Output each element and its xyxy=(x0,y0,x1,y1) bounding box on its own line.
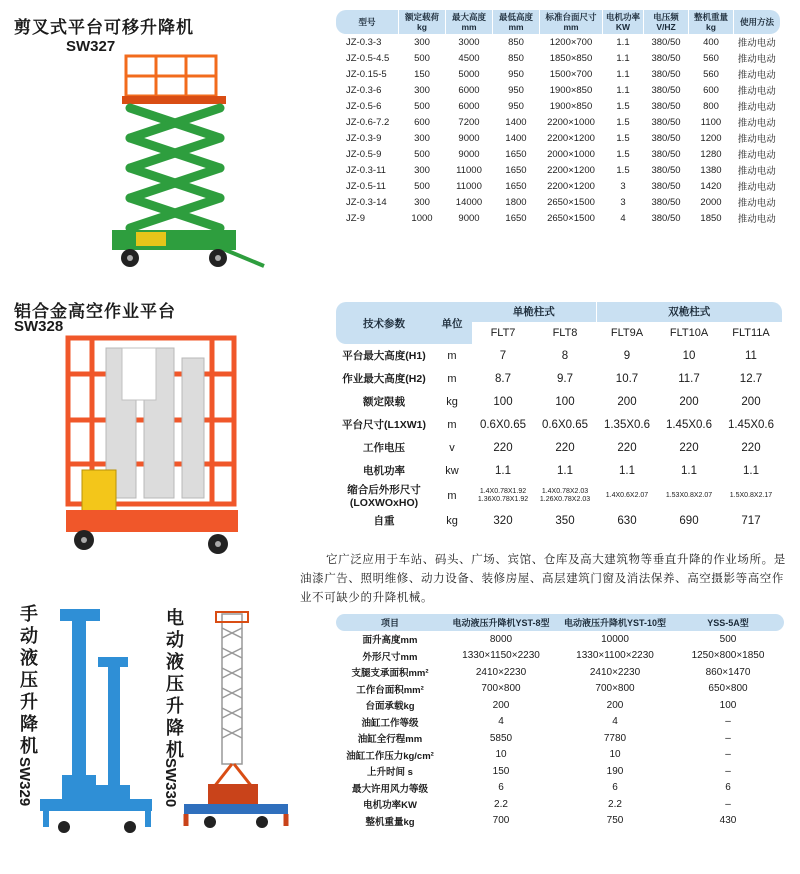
table-row xyxy=(336,162,780,178)
table-cell: 430 xyxy=(719,815,737,827)
param-unit: v xyxy=(449,441,455,454)
table-cell: 推动电动 xyxy=(737,102,776,113)
table-cell: 1200 xyxy=(700,132,722,144)
param-name: 作业最大高度(H2) xyxy=(342,373,426,385)
col-header: 电动液压升降机YST-8型 xyxy=(444,614,558,631)
param-name: 额定限载 xyxy=(363,396,405,408)
table-row xyxy=(336,178,780,194)
table-cell: 1000 xyxy=(411,212,433,224)
table-cell: 1650 xyxy=(505,164,527,176)
table-cell: 380/50 xyxy=(651,52,681,64)
product-title-sw327: 剪叉式平台可移升降机 xyxy=(14,18,194,38)
aluminium-platform-spec-table xyxy=(336,302,782,532)
table-cell: 300 xyxy=(414,84,430,96)
table-row xyxy=(336,697,784,714)
table-row xyxy=(336,681,784,698)
table-cell: 200 xyxy=(606,699,624,711)
table-cell: 700×800 xyxy=(481,683,521,695)
table-cell: 9000 xyxy=(458,212,480,224)
scissor-lift-spec-table xyxy=(336,10,780,226)
table-cell: 380/50 xyxy=(651,116,681,128)
table-cell: 200 xyxy=(492,699,510,711)
table-cell: 860×1470 xyxy=(705,666,751,678)
table-cell: 380/50 xyxy=(651,68,681,80)
table-cell: 690 xyxy=(679,514,699,527)
table-cell: 9 xyxy=(623,349,631,362)
scissor-lift-image xyxy=(96,50,266,278)
table-cell: 整机重量kg xyxy=(365,816,415,828)
table-cell: 1.53X0.8X2.07 xyxy=(665,491,713,499)
unit-header: 单位 xyxy=(432,302,472,344)
table-cell: 560 xyxy=(703,68,719,80)
table-row xyxy=(336,482,782,509)
aluminium-platform-image xyxy=(62,334,240,564)
table-cell: 8000 xyxy=(489,633,513,645)
table-cell: 1650 xyxy=(505,148,527,160)
table-row xyxy=(336,130,780,146)
table-cell: 220 xyxy=(741,441,761,454)
table-cell: 300 xyxy=(414,196,430,208)
table-cell: 3 xyxy=(620,180,626,192)
table-row xyxy=(336,34,780,50)
table-cell: 油缸工作等级 xyxy=(361,717,419,729)
table-cell: 1.1 xyxy=(616,84,630,96)
table-cell: 11000 xyxy=(456,164,482,176)
table-cell: 850 xyxy=(508,52,524,64)
table-cell: 2000×1000 xyxy=(547,148,595,160)
table-cell: JZ-0.5-4.5 xyxy=(346,52,390,64)
table-cell: 320 xyxy=(493,514,513,527)
table-cell: 1.1 xyxy=(616,52,630,64)
table-cell: 500 xyxy=(414,52,430,64)
param-unit: m xyxy=(447,349,457,362)
table-cell: 支腿支承面积mm² xyxy=(351,668,429,680)
table-cell: 10 xyxy=(609,749,621,761)
table-row xyxy=(336,66,780,82)
table-cell: 2410×2230 xyxy=(589,666,641,678)
table-row xyxy=(336,747,784,764)
param-unit: kg xyxy=(446,514,458,527)
param-unit: m xyxy=(447,418,457,431)
table-cell: 最大许用风力等级 xyxy=(351,783,428,795)
col-header: 电动液压升降机YST-10型 xyxy=(558,614,672,631)
group-single-header: 单桅柱式 xyxy=(472,302,596,322)
table-row xyxy=(336,413,782,436)
table-cell: 1.1 xyxy=(619,464,635,477)
table-cell: 7780 xyxy=(603,732,627,744)
table-cell: 1100 xyxy=(700,116,722,128)
table-cell: 1.4X0.78X2.03 1.26X0.78X2.03 xyxy=(539,487,591,503)
table-cell: JZ-0.6-7.2 xyxy=(346,116,390,128)
table-cell: – xyxy=(725,798,731,810)
table-row xyxy=(336,194,780,210)
table-row xyxy=(336,146,780,162)
table-cell: 11000 xyxy=(456,180,482,192)
table-row xyxy=(336,648,784,665)
table-cell: 面升高度mm xyxy=(362,635,418,647)
table-cell: – xyxy=(725,749,731,761)
table-cell: 200 xyxy=(741,395,761,408)
table-cell: 220 xyxy=(679,441,699,454)
table-cell: 1650 xyxy=(505,180,527,192)
table-cell: 1.5X0.8X2.17 xyxy=(729,491,773,499)
table-cell: 8 xyxy=(561,349,569,362)
table-cell: 950 xyxy=(508,100,524,112)
col-header: 整机重量 kg xyxy=(689,10,734,34)
table-cell: 300 xyxy=(414,36,430,48)
table-cell: 4 xyxy=(620,212,626,224)
application-description: 它广泛应用于车站、码头、广场、宾馆、仓库及高大建筑物等垂直升降的作业场所。是油漆广告、照明维修、动力设备、装修房屋、高层建筑门窗及消法保养、高空摄影等高空作业不可缺少的升降机械。 xyxy=(300,552,786,604)
table-cell: 150 xyxy=(492,765,510,777)
hydraulic-lift-spec-table xyxy=(336,614,784,829)
table-cell: 1.5 xyxy=(616,148,630,160)
table-cell: 1850 xyxy=(700,212,722,224)
table-row xyxy=(336,763,784,780)
table-cell: 上升时间 s xyxy=(367,767,413,779)
table-row xyxy=(336,50,780,66)
table-cell: 1.45X0.6 xyxy=(727,418,775,431)
table-cell: 3000 xyxy=(458,36,480,48)
table-cell: 1800 xyxy=(505,196,527,208)
table-cell: 150 xyxy=(414,68,430,80)
table-cell: 380/50 xyxy=(651,196,681,208)
model-header: FLT10A xyxy=(658,322,720,344)
table-cell: 推动电动 xyxy=(737,182,776,193)
table-cell: 200 xyxy=(617,395,637,408)
table-cell: 6 xyxy=(725,782,731,794)
table-cell: 1400 xyxy=(505,116,527,128)
table-cell: 推动电动 xyxy=(737,166,776,177)
table-cell: 推动电动 xyxy=(737,38,776,49)
table-cell: 4 xyxy=(612,716,618,728)
table-cell: 4500 xyxy=(458,52,480,64)
table-cell: 油缸工作压力kg/cm² xyxy=(346,750,434,762)
table-cell: 220 xyxy=(555,441,575,454)
table-cell: 1850×850 xyxy=(549,52,593,64)
product-model-sw327: SW327 xyxy=(66,38,116,55)
table-cell: 3 xyxy=(620,196,626,208)
table-cell: 0.6X0.65 xyxy=(541,418,589,431)
table-row xyxy=(336,98,780,114)
col-header: 项目 xyxy=(336,614,444,631)
table-cell: – xyxy=(725,716,731,728)
col-header: 标准台面尺寸 mm xyxy=(540,10,603,34)
table-cell: 1500×700 xyxy=(549,68,593,80)
col-header: 电压频 V/HZ xyxy=(644,10,689,34)
table-cell: 6000 xyxy=(458,84,480,96)
table-cell: 5850 xyxy=(489,732,513,744)
product-model-sw329: SW329 xyxy=(16,757,33,807)
table-cell: 2200×1200 xyxy=(547,164,595,176)
table-cell: 2200×1200 xyxy=(547,180,595,192)
table-cell: 700×800 xyxy=(595,683,635,695)
table-row xyxy=(336,509,782,532)
table-cell: 700 xyxy=(492,815,510,827)
table-cell: 380/50 xyxy=(651,148,681,160)
col-header: 最低高度 mm xyxy=(493,10,540,34)
param-name: 平台尺寸(L1XW1) xyxy=(342,419,426,431)
table-cell: 1.45X0.6 xyxy=(665,418,713,431)
table-cell: 750 xyxy=(606,815,624,827)
table-cell: JZ-0.3-9 xyxy=(346,132,382,144)
table-cell: 11 xyxy=(745,349,757,362)
table-row xyxy=(336,459,782,482)
table-cell: 380/50 xyxy=(651,100,681,112)
table-cell: 5000 xyxy=(458,68,480,80)
table-cell: 10 xyxy=(495,749,507,761)
table-cell: 950 xyxy=(508,84,524,96)
model-header: FLT9A xyxy=(596,322,658,344)
table-cell: 外形尺寸mm xyxy=(362,651,418,663)
table-cell: 1.1 xyxy=(743,464,759,477)
table-cell: 2.2 xyxy=(494,798,508,810)
table-row xyxy=(336,344,782,367)
table-cell: JZ-0.5-9 xyxy=(346,148,382,160)
table-cell: JZ-0.3-14 xyxy=(346,196,387,208)
table-cell: 2200×1200 xyxy=(547,132,595,144)
model-header: FLT7 xyxy=(472,322,534,344)
product-model-sw328: SW328 xyxy=(14,318,64,335)
table-cell: 10 xyxy=(682,349,696,362)
table-cell: 100 xyxy=(719,699,737,711)
table-cell: 14000 xyxy=(455,196,483,208)
table-cell: 1.1 xyxy=(616,36,630,48)
table-cell: 0.6X0.65 xyxy=(479,418,527,431)
table-cell: 220 xyxy=(617,441,637,454)
param-unit: kw xyxy=(445,464,459,477)
table-row xyxy=(336,714,784,731)
table-cell: 630 xyxy=(617,514,637,527)
table-cell: 300 xyxy=(414,164,430,176)
param-name: 电机功率 xyxy=(363,465,405,477)
table-cell: 1650 xyxy=(505,212,527,224)
table-cell: 推动电动 xyxy=(737,214,776,225)
table-row xyxy=(336,82,780,98)
table-cell: 推动电动 xyxy=(737,118,776,129)
table-cell: 推动电动 xyxy=(737,54,776,65)
table-cell: 油缸全行程mm xyxy=(357,734,423,746)
table-row xyxy=(336,210,780,226)
table-cell: 推动电动 xyxy=(737,70,776,81)
table-cell: 2650×1500 xyxy=(547,196,595,208)
table-row xyxy=(336,813,784,830)
table-cell: 1.5 xyxy=(616,132,630,144)
table-row xyxy=(336,796,784,813)
table-cell: JZ-0.15-5 xyxy=(346,68,387,80)
table-cell: 1.4X0.6X2.07 xyxy=(605,491,649,499)
table-cell: 2650×1500 xyxy=(547,212,595,224)
table-cell: 1280 xyxy=(700,148,722,160)
param-name: 平台最大高度(H1) xyxy=(342,350,426,362)
table-cell: 推动电动 xyxy=(737,150,776,161)
table-cell: 电机功率KW xyxy=(363,800,417,812)
col-header: 最大高度 mm xyxy=(446,10,493,34)
table-row xyxy=(336,730,784,747)
table-cell: 工作台面积mm² xyxy=(356,684,424,696)
table-cell: 1.1 xyxy=(557,464,573,477)
table-cell: 1330×1100×2230 xyxy=(576,650,654,662)
table-cell: 1.5 xyxy=(616,164,630,176)
col-header: 额定载荷 kg xyxy=(399,10,446,34)
table-cell: 10000 xyxy=(601,633,629,645)
table-cell: JZ-0.3-11 xyxy=(346,164,386,176)
table-cell: 950 xyxy=(508,68,524,80)
table-cell: 7 xyxy=(499,349,507,362)
table-row xyxy=(336,367,782,390)
param-unit: m xyxy=(447,489,457,502)
col-header: 电机功率 KW xyxy=(603,10,644,34)
table-cell: 1400 xyxy=(505,132,527,144)
table-cell: 1.1 xyxy=(495,464,511,477)
table-cell: 2000 xyxy=(700,196,722,208)
table-header-row xyxy=(336,10,780,34)
table-cell: 1900×850 xyxy=(549,84,593,96)
table-cell: 100 xyxy=(493,395,513,408)
product-title-sw330: 电动液压升降机 xyxy=(163,608,184,762)
table-cell: 650×800 xyxy=(708,683,748,695)
table-cell: 850 xyxy=(508,36,524,48)
table-cell: 1900×850 xyxy=(549,100,593,112)
table-cell: 推动电动 xyxy=(737,86,776,97)
table-cell: 400 xyxy=(703,36,719,48)
product-title-sw329: 手动液压升降机 xyxy=(17,604,38,758)
table-row xyxy=(336,631,784,648)
table-row xyxy=(336,436,782,459)
col-header: 型号 xyxy=(336,10,399,34)
param-name: 工作电压 xyxy=(363,442,405,454)
table-cell: 推动电动 xyxy=(737,134,776,145)
table-cell: 11.7 xyxy=(678,372,700,385)
table-cell: 380/50 xyxy=(651,132,681,144)
table-cell: 1250×800×1850 xyxy=(691,650,765,662)
table-cell: 4 xyxy=(498,716,504,728)
table-cell: JZ-0.3-3 xyxy=(346,36,382,48)
table-cell: 2200×1000 xyxy=(547,116,595,128)
table-cell: JZ-0.3-6 xyxy=(346,84,382,96)
table-cell: 1.5 xyxy=(616,116,630,128)
table-cell: 1.35X0.6 xyxy=(603,418,651,431)
table-cell: JZ-0.5-11 xyxy=(346,180,386,192)
electric-hydraulic-lift-image xyxy=(180,608,292,834)
table-cell: 1.1 xyxy=(681,464,697,477)
table-cell: 12.7 xyxy=(739,372,763,385)
table-cell: 10.7 xyxy=(615,372,639,385)
table-cell: 1.5 xyxy=(616,100,630,112)
param-unit: kg xyxy=(446,395,458,408)
table-cell: 台面承载kg xyxy=(365,701,415,713)
table-cell: 380/50 xyxy=(651,36,681,48)
product-title-sw328: 铝合金高空作业平台 xyxy=(14,302,176,322)
table-cell: 300 xyxy=(414,132,430,144)
table-cell: 380/50 xyxy=(651,180,681,192)
table-row xyxy=(336,780,784,797)
param-unit: m xyxy=(447,372,457,385)
manual-hydraulic-lift-image xyxy=(36,605,160,835)
table-cell: 7200 xyxy=(458,116,480,128)
table-cell: 380/50 xyxy=(651,164,681,176)
table-cell: – xyxy=(725,732,731,744)
table-cell: 6000 xyxy=(458,100,480,112)
table-cell: 100 xyxy=(555,395,575,408)
table-header-row xyxy=(336,614,784,631)
table-cell: 600 xyxy=(703,84,719,96)
table-cell: 1420 xyxy=(700,180,722,192)
table-cell: 500 xyxy=(719,633,737,645)
table-cell: 190 xyxy=(606,765,624,777)
group-double-header: 双桅柱式 xyxy=(596,302,782,322)
model-header: FLT8 xyxy=(534,322,596,344)
table-cell: 600 xyxy=(414,116,430,128)
table-cell: 500 xyxy=(414,100,430,112)
table-cell: 500 xyxy=(414,180,430,192)
table-cell: 8.7 xyxy=(495,372,511,385)
param-name: 缩合后外形尺寸 (LOXWOxHO) xyxy=(347,484,421,509)
table-cell: 1200×700 xyxy=(549,36,593,48)
table-cell: JZ-9 xyxy=(346,212,365,224)
table-cell: 2.2 xyxy=(608,798,622,810)
table-cell: 2410×2230 xyxy=(475,666,527,678)
table-cell: JZ-0.5-6 xyxy=(346,100,382,112)
table-cell: 380/50 xyxy=(651,84,681,96)
col-header: 使用方法 xyxy=(734,10,781,34)
table-cell: 6 xyxy=(612,782,618,794)
param-header: 技术参数 xyxy=(336,302,432,344)
table-cell: 560 xyxy=(703,52,719,64)
table-row xyxy=(336,114,780,130)
table-row xyxy=(336,390,782,413)
param-name: 自重 xyxy=(373,515,395,527)
product-model-sw330: SW330 xyxy=(162,758,179,808)
table-cell: 9000 xyxy=(458,148,480,160)
table-cell: 220 xyxy=(493,441,513,454)
col-header: YSS-5A型 xyxy=(672,614,784,631)
table-cell: – xyxy=(725,765,731,777)
table-cell: 200 xyxy=(679,395,699,408)
table-cell: 6 xyxy=(498,782,504,794)
table-cell: 1.1 xyxy=(616,68,630,80)
table-cell: 800 xyxy=(703,100,719,112)
table-cell: 500 xyxy=(414,148,430,160)
table-cell: 9.7 xyxy=(557,372,573,385)
table-cell: 1330×1150×2230 xyxy=(462,650,540,662)
table-cell: 380/50 xyxy=(651,212,681,224)
table-cell: 9000 xyxy=(458,132,480,144)
table-cell: 1380 xyxy=(700,164,722,176)
table-cell: 717 xyxy=(741,514,761,527)
table-cell: 1.4X0.78X1.92 1.36X0.78X1.92 xyxy=(477,487,529,503)
table-cell: 推动电动 xyxy=(737,198,776,209)
table-cell: 350 xyxy=(555,514,575,527)
model-header: FLT11A xyxy=(720,322,782,344)
table-row xyxy=(336,664,784,681)
